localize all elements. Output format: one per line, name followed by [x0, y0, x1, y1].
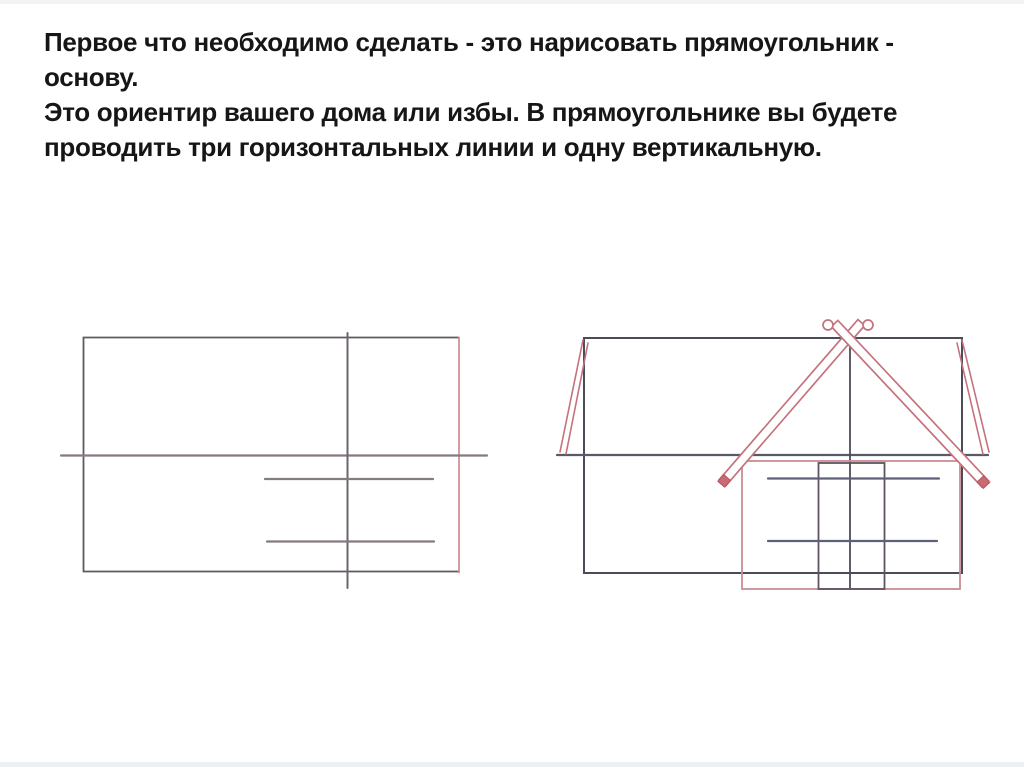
- roof-left-slant-line-outer: [560, 340, 583, 452]
- instruction-line-1: Первое что необходимо сделать - это нарисовать прямоугольник - основу.: [44, 27, 894, 92]
- porch-rectangle-red: [742, 461, 960, 589]
- izba-house-figure: [557, 320, 990, 589]
- door-rectangle: [819, 463, 885, 589]
- roof-beam-right-body: [831, 320, 988, 487]
- guide-rectangle-figure: [61, 333, 487, 588]
- beam-curl-left: [823, 320, 833, 330]
- roof-right-slant-line-outer: [962, 340, 989, 452]
- instruction-line-3: проводить три горизонтальных линии и одну вертикальную.: [44, 132, 822, 162]
- roof-beam-left: [718, 320, 865, 488]
- instruction-line-2: Это ориентир вашего дома или избы. В прямоугольнике вы будете: [44, 97, 898, 127]
- roof-right-slant-line-inner: [957, 343, 983, 454]
- beam-curl-right: [863, 320, 873, 330]
